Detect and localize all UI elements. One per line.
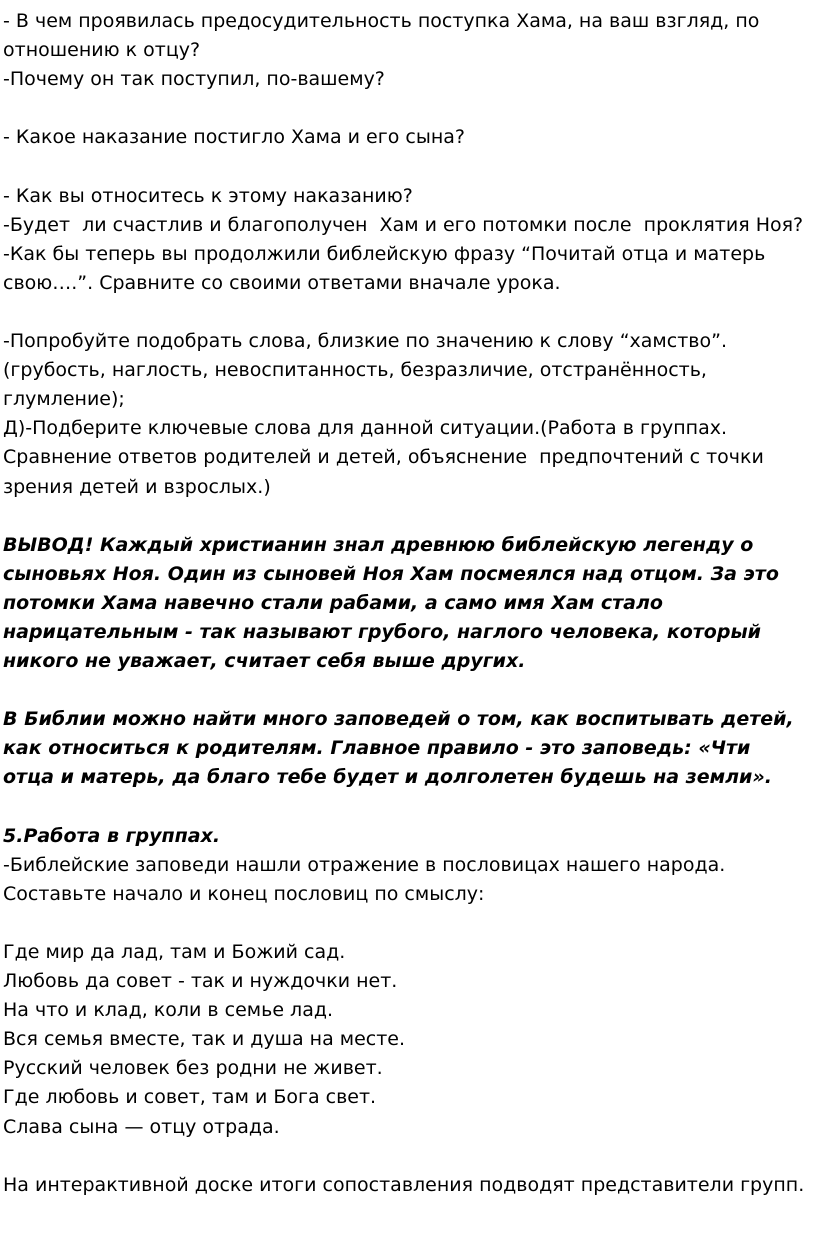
section-task-line: -Библейские заповеди нашли отражение в пословицах нашего народа. [3,853,726,876]
question-line: (грубость, наглость, невоспитанность, безразличие, отстранённость, [3,359,707,382]
proverbs-list [3,938,816,1142]
closing-line: На интерактивной доске итоги сопоставления подводят представители групп. [3,1173,805,1196]
question-line: Сравнение ответов родителей и детей, объяснение предпочтений с точки [3,446,764,469]
question-line: -Почему он так поступил, по-вашему? [3,68,385,91]
blank-line [3,502,816,531]
blank-line [3,909,816,938]
section-5 [3,822,816,909]
blank-line [3,94,816,123]
question-line: отношению к отцу? [3,39,201,62]
question-line: - В чем проявилась предосудительность поступка Хама, на ваш взгляд, по [3,10,760,32]
question-line: глумление); [3,388,125,411]
blank-line [3,298,816,327]
blank-line [3,152,816,181]
blank-line [3,793,816,822]
proverb-line: Слава сына — отцу отрада. [3,1115,280,1138]
discussion-questions [3,7,816,502]
question-line: зрения детей и взрослых.) [3,475,271,498]
conclusion-line: ВЫВОД! Каждый христианин знал древнюю библейскую легенду о [3,533,754,556]
question-line: - Какое наказание постигло Хама и его сына? [3,126,465,149]
question-line: свою….”. Сравните со своими ответами вначале урока. [3,271,561,294]
proverb-line: На что и клад, коли в семье лад. [3,999,334,1022]
section-heading: 5.Работа в группах. [3,824,221,847]
conclusion-line: никого не уважает, считает себя выше других. [3,650,526,673]
conclusion-line: нарицательным - так называют грубого, наглого человека, который [3,620,761,643]
question-line: -Будет ли счастлив и благополучен Хам и его потомки после проклятия Ноя? [3,213,804,236]
question-line: -Попробуйте подобрать слова, близкие по значению к слову “хамство”. [3,330,727,353]
proverb-line: Где мир да лад, там и Божий сад. [3,941,346,963]
bible-rule-line: как относиться к родителям. Главное правило - это заповедь: «Чти [3,737,751,760]
proverb-line: Любовь да совет - так и нуждочки нет. [3,970,398,993]
blank-line [3,676,816,705]
bible-rule-paragraph [3,705,816,792]
question-line: -Как бы теперь вы продолжили библейскую фразу “Почитай отца и матерь [3,242,766,265]
bible-rule-line: отца и матерь, да благо тебе будет и долголетен будешь на земли». [3,766,772,789]
proverb-line: Вся семья вместе, так и душа на месте. [3,1028,406,1051]
bible-rule-line: В Библии можно найти много заповедей о том, как воспитывать детей, [3,708,794,731]
question-line: Д)-Подберите ключевые слова для данной ситуации.(Работа в группах. [3,417,728,440]
question-line: - Как вы относитесь к этому наказанию? [3,184,413,207]
conclusion-line: сыновьях Ноя. Один из сыновей Ноя Хам посмеялся над отцом. За это [3,562,779,585]
blank-line [3,1142,816,1171]
proverb-line: Русский человек без родни не живет. [3,1057,383,1080]
proverb-line: Где любовь и совет, там и Бога свет. [3,1086,377,1109]
conclusion-line: потомки Хама навечно стали рабами, а само имя Хам стало [3,591,663,614]
conclusion-paragraph [3,531,816,676]
section-task-line: Составьте начало и конец пословиц по смыслу: [3,882,485,905]
